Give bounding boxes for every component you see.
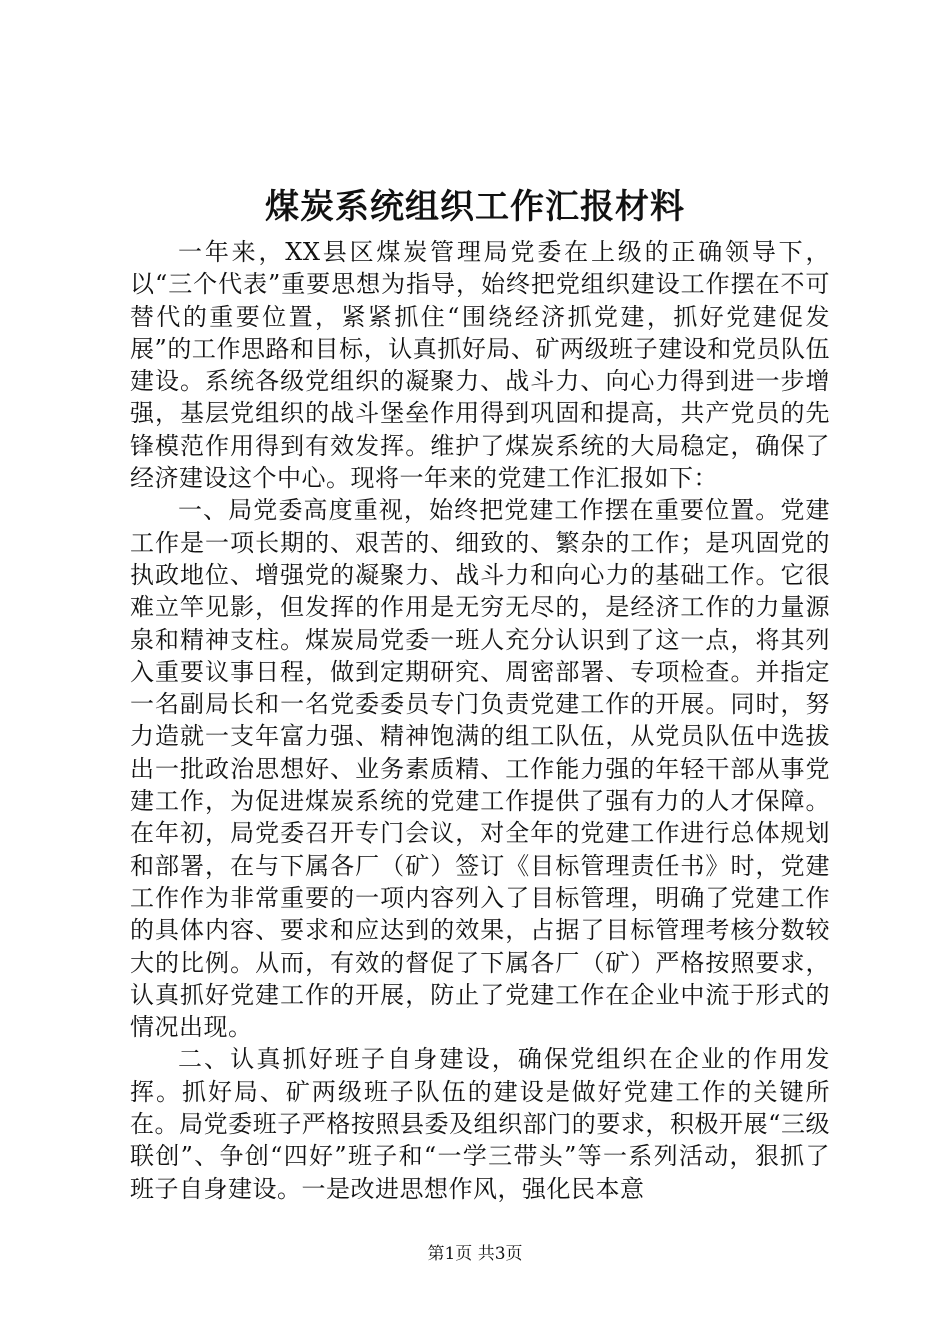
document-title: 煤炭系统组织工作汇报材料 [265, 187, 685, 227]
paragraph-section-1: 一、局党委高度重视，始终把党建工作摆在重要位置。党建工作是一项长期的、艰苦的、细致的、繁杂的工作；是巩固党的执政地位、增强党的凝聚力、战斗力和向心力的基础工作。它很难立竿见影，但发挥的作用是无穷无尽的，是经济工作的力量源泉和精神支柱。煤炭局党委一班人充分认识到了这一点，将其列入重要议事日程，做到定期研究、周密部署、专项检查。并指定一名副局长和一名党委委员专门负责党建工作的开展。同时，努力造就一支年富力强、精神饱满的组工队伍，从党员队伍中选拔出一批政治思想好、业务素质精、工作能力强的年轻干部从事党建工作，为促进煤炭系统的党建工作提供了强有力的人才保障。在年初，局党委召开专门会议，对全年的党建工作进行总体规划和部署，在与下属各厂（矿）签订《目标管理责任书》时，党建工作作为非常重要的一项内容列入了目标管理，明确了党建工作的具体内容、要求和应达到的效果，占据了目标管理考核分数较大的比例。从而，有效的督促了下属各厂（矿）严格按照要求，认真抓好党建工作的开展，防止了党建工作在企业中流于形式的情况出现。 [130, 496, 830, 1042]
paragraph-section-2: 二、认真抓好班子自身建设，确保党组织在企业的作用发挥。抓好局、矿两级班子队伍的建设是做好党建工作的关键所在。局党委班子严格按照县委及组织部门的要求，积极开展“三级联创”、争创“四好”班子和“一学三带头”等一系列活动，狠抓了班子自身建设。一是改进思想作风，强化民本意 [130, 1045, 830, 1203]
page-footer: 第1页 共3页 [427, 1244, 523, 1264]
document-body [130, 236, 830, 1205]
paragraph-intro: 一年来，XX县区煤炭管理局党委在上级的正确领导下，以“三个代表”重要思想为指导，始终把党组织建设工作摆在不可替代的重要位置，紧紧抓住“围绕经济抓党建，抓好党建促发展”的工作思路和目标，认真抓好局、矿两级班子建设和党员队伍建设。系统各级党组织的凝聚力、战斗力、向心力得到进一步增强，基层党组织的战斗堡垒作用得到巩固和提高，共产党员的先锋模范作用得到有效发挥。维护了煤炭系统的大局稳定，确保了经济建设这个中心。现将一年来的党建工作汇报如下： [130, 238, 830, 493]
